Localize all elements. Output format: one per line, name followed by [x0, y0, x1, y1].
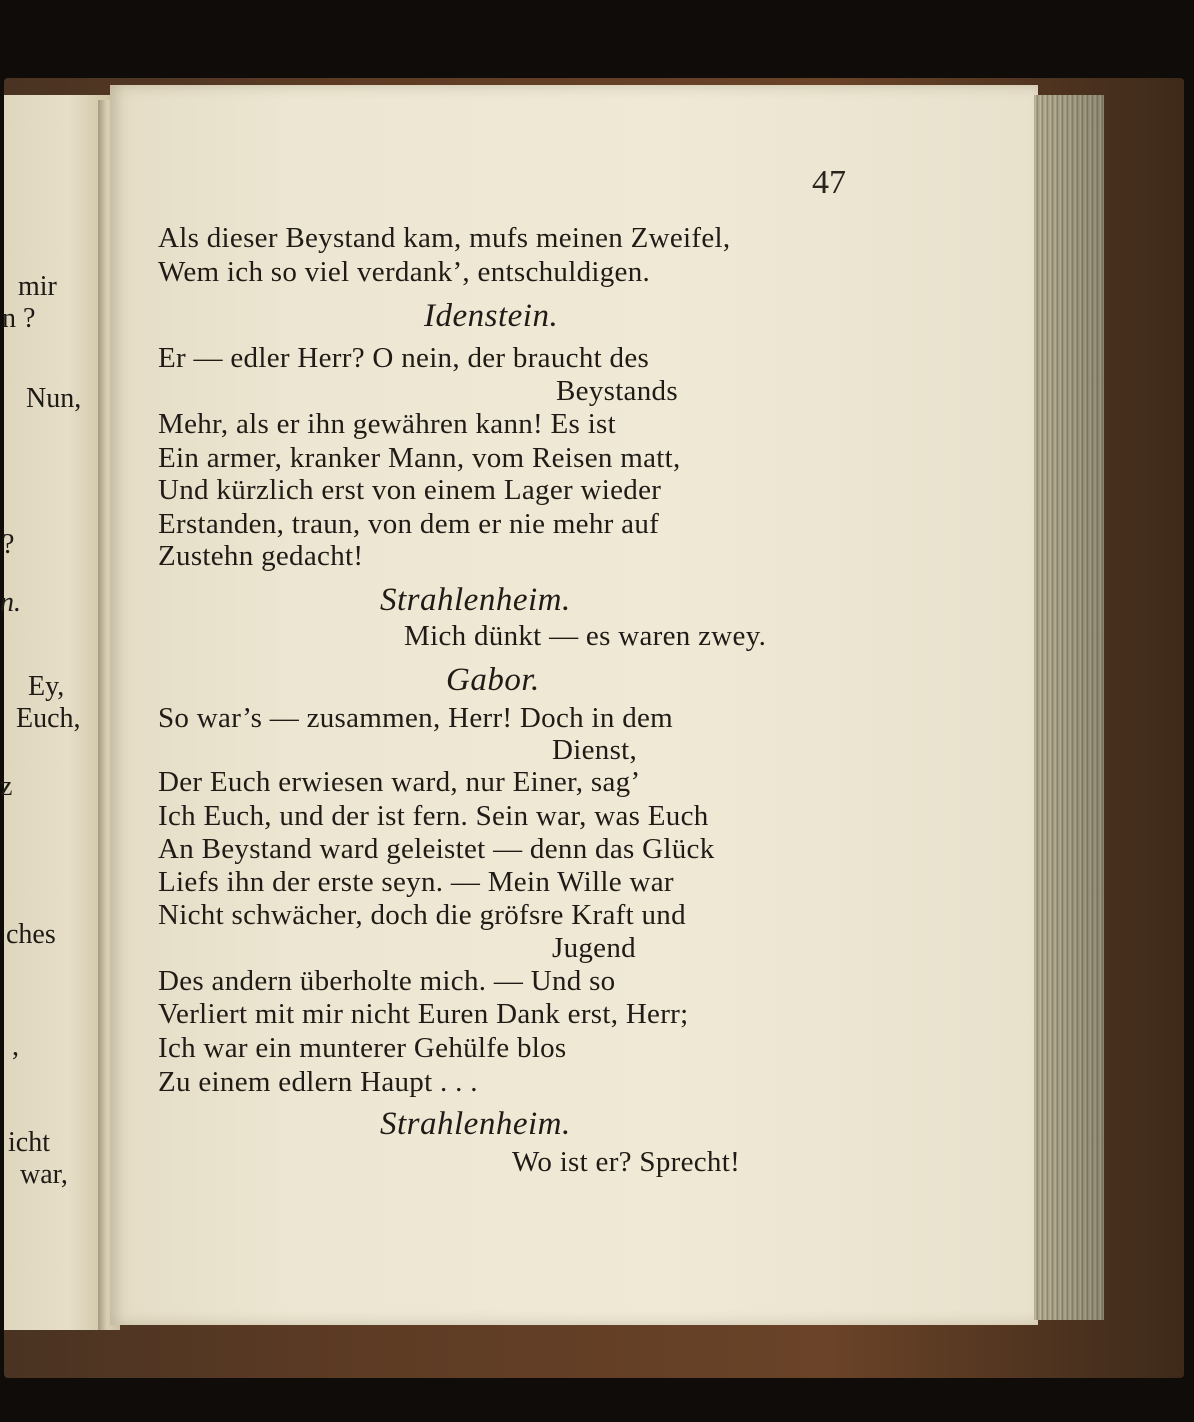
text-line: Des andern überholte mich. — Und so: [158, 965, 616, 997]
left-fragment: Ey,: [28, 671, 65, 702]
text-line: Jugend: [552, 932, 636, 964]
speaker-name: Strahlenheim.: [380, 1106, 571, 1142]
text-line: Verliert mit mir nicht Euren Dank erst, Herr;: [158, 998, 689, 1030]
text-line: Ich Euch, und der ist fern. Sein war, was Euch: [158, 800, 709, 832]
text-line: Wo ist er? Sprecht!: [512, 1146, 741, 1178]
text-line: Der Euch erwiesen ward, nur Einer, sag’: [158, 766, 641, 798]
text-line: Nicht schwächer, doch die gröfsre Kraft und: [158, 899, 686, 931]
left-fragment: ?: [2, 529, 15, 560]
page-edges-shade: [1034, 95, 1104, 1320]
text-line: Zustehn gedacht!: [158, 540, 364, 572]
left-fragment: ches: [6, 919, 56, 950]
text-line: Als dieser Beystand kam, mufs meinen Zweifel,: [158, 222, 731, 254]
left-fragment: war,: [20, 1159, 68, 1190]
page-number: 47: [812, 164, 846, 201]
text-line: So war’s — zusammen, Herr! Doch in dem: [158, 702, 674, 734]
left-fragment: Nun,: [26, 383, 82, 414]
left-fragment: n.: [0, 587, 21, 618]
left-fragment: Euch,: [16, 703, 81, 734]
text-line: Ich war ein munterer Gehülfe blos: [158, 1032, 567, 1064]
text-line: Zu einem edlern Haupt . . .: [158, 1066, 478, 1098]
text-line: Liefs ihn der erste seyn. — Mein Wille war: [158, 866, 674, 898]
left-fragment: ,: [12, 1031, 19, 1062]
speaker-name: Idenstein.: [424, 298, 559, 334]
text-line: Mich dünkt — es waren zwey.: [404, 620, 767, 652]
text-line: Wem ich so viel verdank’, entschuldigen.: [158, 256, 651, 288]
left-page: [0, 95, 110, 1330]
left-fragment: mir: [18, 271, 57, 302]
text-line: Er — edler Herr? O nein, der braucht des: [158, 342, 650, 374]
text-line: An Beystand ward geleistet — denn das Glück: [158, 833, 715, 865]
speaker-name: Gabor.: [446, 662, 540, 698]
text-line: Ein armer, kranker Mann, vom Reisen matt,: [158, 442, 681, 474]
left-fragment: icht: [8, 1127, 50, 1158]
speaker-name: Strahlenheim.: [380, 582, 571, 618]
text-line: Und kürzlich erst von einem Lager wieder: [158, 474, 662, 506]
text-line: Beystands: [556, 375, 678, 407]
left-fragment: n ?: [2, 303, 36, 334]
left-fragment: z: [0, 771, 13, 802]
text-line: Dienst,: [552, 734, 638, 766]
text-line: Erstanden, traun, von dem er nie mehr auf: [158, 508, 660, 540]
text-line: Mehr, als er ihn gewähren kann! Es ist: [158, 408, 616, 440]
